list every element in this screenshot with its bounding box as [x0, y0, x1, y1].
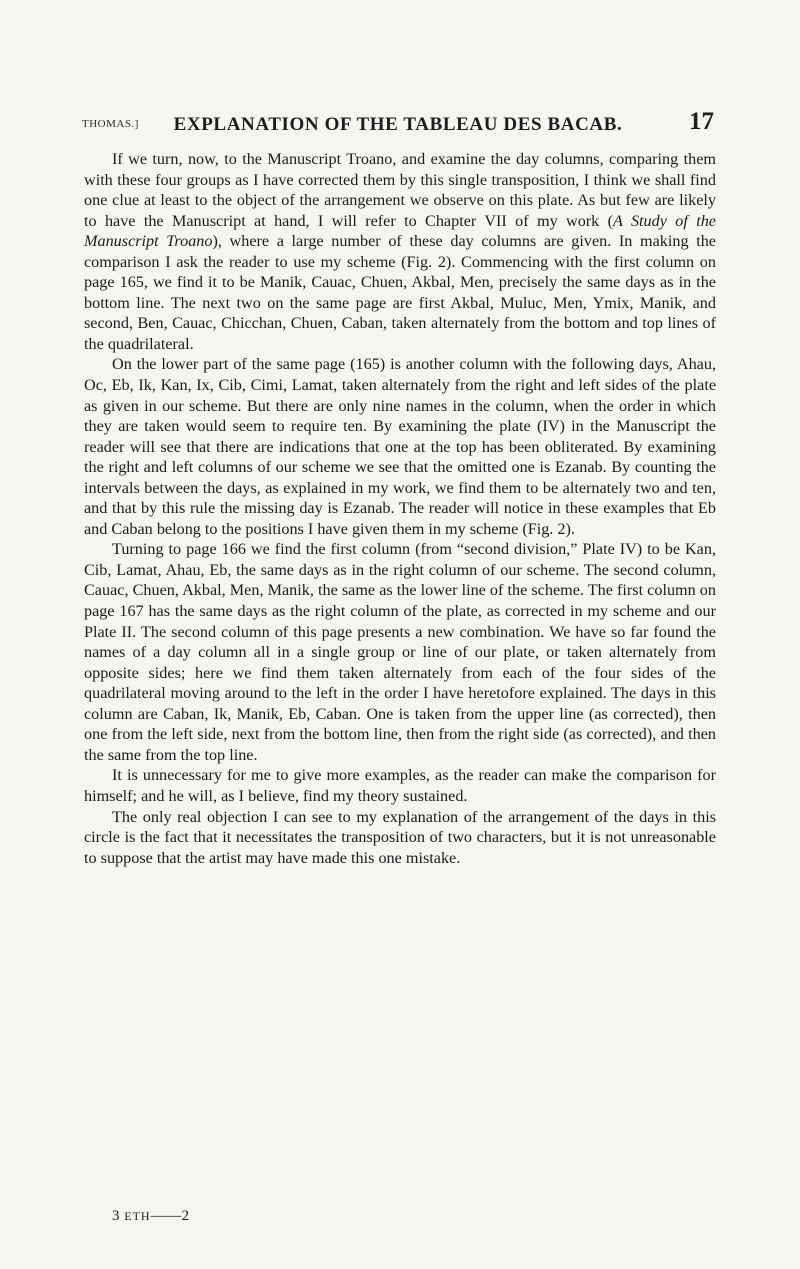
page-number: 17: [689, 108, 714, 135]
signature-eth: ETH: [124, 1209, 151, 1223]
paragraph-1-part-2: ), where a large number of these day columns are given. In making the comparison I ask the reader to use my scheme (Fig. 2). Commencing with the first column on page 165, we find it to be Manik, Cauac, Chuen, Akbal, Men, precisely the same days as in the bottom line. The next two on the same page are first Akbal, Muluc, Men, Ymix, Manik, and second, Ben, Cauac, Chicchan, Chuen, Caban, taken alternately from the bottom and top lines of the quadrilateral.: [84, 232, 716, 353]
paragraph-4: It is unnecessary for me to give more examples, as the reader can make the comparison for himself; and he will, as I believe, find my theory sustained.: [84, 766, 716, 805]
paragraph-3: Turning to page 166 we find the first column (from “second division,” Plate IV) to be Kan, Cib, Lamat, Ahau, Eb, the same days as in the right column of our scheme. The second column, Cauac, Chuen, Akbal, Men, Manik, the same as the lower line of the scheme. The first column on page 167 has the same days as the right column of the plate, as corrected in my scheme and our Plate II. The second column of this page presents a new combination. We have so far found the names of a day column all in a single group or line of our plate, or taken alternately from opposite sides; here we find them taken alternately from each of the four sides of the quadrilateral moving around to the left in the order I have heretofore explained. The days in this column are Caban, Ik, Manik, Eb, Caban. One is taken from the upper line (as corrected), then one from the left side, next from the bottom line, then from the right side (as corrected), and then the same from the top line.: [84, 540, 716, 764]
signature-dash: ——: [150, 1208, 182, 1224]
paragraph-1-part-1: If we turn, now, to the Manuscript Troano, and examine the day columns, comparing them with these four groups as I have corrected them by this single transposition, I think we shall find one clue at least to the object of the arrangement we observe on this plate. As but few are likely to have the Manuscript at hand, I will refer to Chapter VII of my work (: [84, 150, 716, 230]
paragraph-1: [84, 149, 716, 354]
paragraph-5: The only real objection I can see to my explanation of the arrangement of the days in this circle is the fact that it necessitates the transposition of two characters, but it is not unreasonable to suppose that the artist may have made this one mistake.: [84, 807, 716, 867]
running-head-author: THOMAS.]: [82, 118, 139, 130]
signature-number: 3: [112, 1208, 120, 1224]
body-text: [84, 149, 716, 868]
running-header: [82, 104, 714, 144]
running-head-title: EXPLANATION OF THE TABLEAU DES BACAB.: [173, 114, 623, 135]
signature-mark: [112, 1208, 190, 1225]
paragraph-2: On the lower part of the same page (165) is another column with the following days, Ahau, Oc, Eb, Ik, Kan, Ix, Cib, Cimi, Lamat, taken alternately from the right and left sides of the plate as given in our scheme. But there are only nine names in the column, when the order in which they are taken would seem to require ten. By examining the plate (IV) in the Manuscript the reader will see that there are indications that one at the top has been obliterated. By examining the right and left columns of our scheme we see that the omitted one is Ezanab. By counting the intervals between the days, as explained in my work, we find them to be alternately two and ten, and that by this rule the missing day is Ezanab. The reader will notice in these examples that Eb and Caban belong to the positions I have given them in my scheme (Fig. 2).: [84, 355, 716, 538]
signature-sheet: 2: [181, 1208, 190, 1224]
book-title: A Study of the Manuscript Troano: [84, 211, 716, 251]
